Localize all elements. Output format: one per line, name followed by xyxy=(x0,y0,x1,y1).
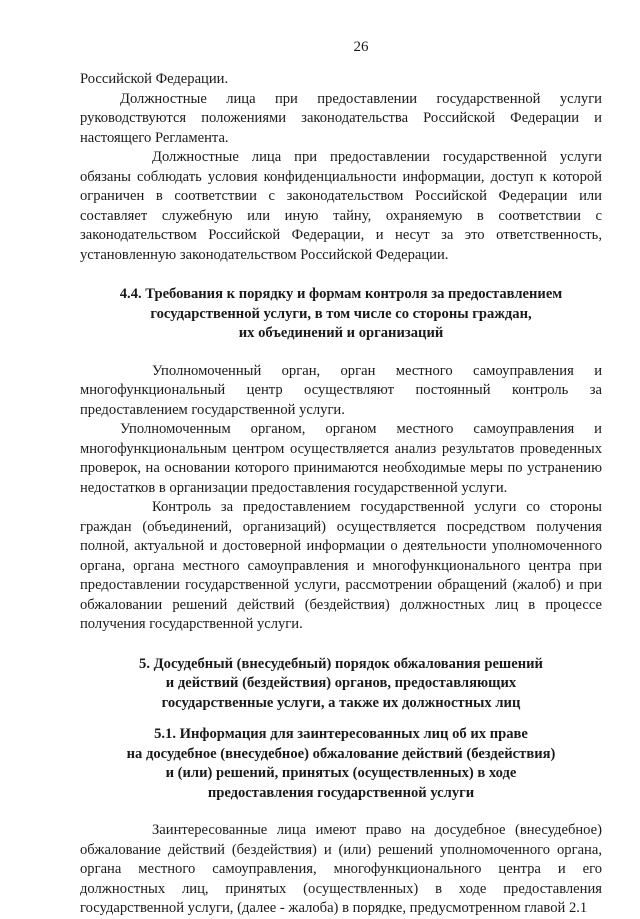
paragraph-permanent-control: Уполномоченный орган, орган местного самоуправления и многофункциональный центр осуществляют постоянный контроль за предоставлением государственной услуги. xyxy=(80,362,602,418)
heading-5-1-line-4: предоставления государственной услуги xyxy=(207,784,475,801)
heading-5-line-3: государственные услуги, а также их должностных лиц xyxy=(161,694,521,711)
heading-4-4-line-3: их объединений и организаций xyxy=(238,325,444,341)
spacer xyxy=(80,635,602,655)
spacer xyxy=(80,713,602,725)
paragraph-right-to-appeal: Заинтересованные лица имеют право на досудебное (внесудебное) обжалование действий (бездействия) и (или) решений уполномоченного органа, органа местного самоуправления, многофункционального центра и его должностных лиц, принятых (осуществленных) в ходе предоставления государственной услуги, (далее - жалоба) в порядке, предусмотренном главой 2.1 xyxy=(80,822,602,916)
heading-5-line-2: и действий (бездействия) органов, предоставляющих xyxy=(165,675,517,691)
heading-4-4-line-2: государственной услуги, в том числе со стороны граждан, xyxy=(150,305,532,322)
spacer xyxy=(80,265,602,285)
heading-5-1-line-2: на досудебное (внесудебное) обжалование действий (бездействия) xyxy=(126,745,556,762)
paragraph-officials-guidance: Должностные лица при предоставлении государственной услуги руководствуются положениями законодательства Российской Федерации и настоящего Регламента. xyxy=(80,90,602,146)
spacer xyxy=(80,803,602,821)
heading-4-4-line-1: 4.4. Требования к порядку и формам контроля за предоставлением xyxy=(119,286,563,302)
heading-5-1-line-3: и (или) решений, принятых (осуществленных) в ходе xyxy=(165,765,517,781)
heading-5-1-line-1: 5.1. Информация для заинтересованных лиц об их праве xyxy=(154,726,528,742)
section-heading-4-4 xyxy=(80,285,602,344)
section-heading-5-1 xyxy=(80,725,602,803)
spacer xyxy=(80,344,602,362)
paragraph-continuation: Российской Федерации. xyxy=(80,71,229,87)
paragraph-inspection-analysis: Уполномоченным органом, органом местного самоуправления и многофункциональным центром осуществляется анализ результатов проведенных проверок, на основании которого принимаются необходимые меры по устранению недостатков в организации предоставления государственной услуги. xyxy=(80,421,602,496)
section-heading-5 xyxy=(80,655,602,714)
paragraph-citizen-control: Контроль за предоставлением государственной услуги со стороны граждан (объединений, организаций) осуществляется посредством получения полной, актуальной и достоверной информации о деятельности уполномоченного органа, органа местного самоуправления и многофункционального центра при предоставлении государственной услуги, рассмотрении обращений (жалоб) и при обжаловании решений действий (бездействия) должностных лиц в процессе получения государственной услуги. xyxy=(80,499,602,632)
paragraph-confidentiality: Должностные лица при предоставлении государственной услуги обязаны соблюдать условия конфиденциальности информации, доступ к которой ограничен в соответствии с законодательством Российской Федерации или составляет служебную или иную тайну, охраняемую в соответствии с законодательством Российской Федерации, и несут за это ответственность, установленную законодательством Российской Федерации. xyxy=(80,149,602,263)
page-number: 26 xyxy=(353,39,369,55)
heading-5-line-1: 5. Досудебный (внесудебный) порядок обжалования решений xyxy=(139,655,543,672)
